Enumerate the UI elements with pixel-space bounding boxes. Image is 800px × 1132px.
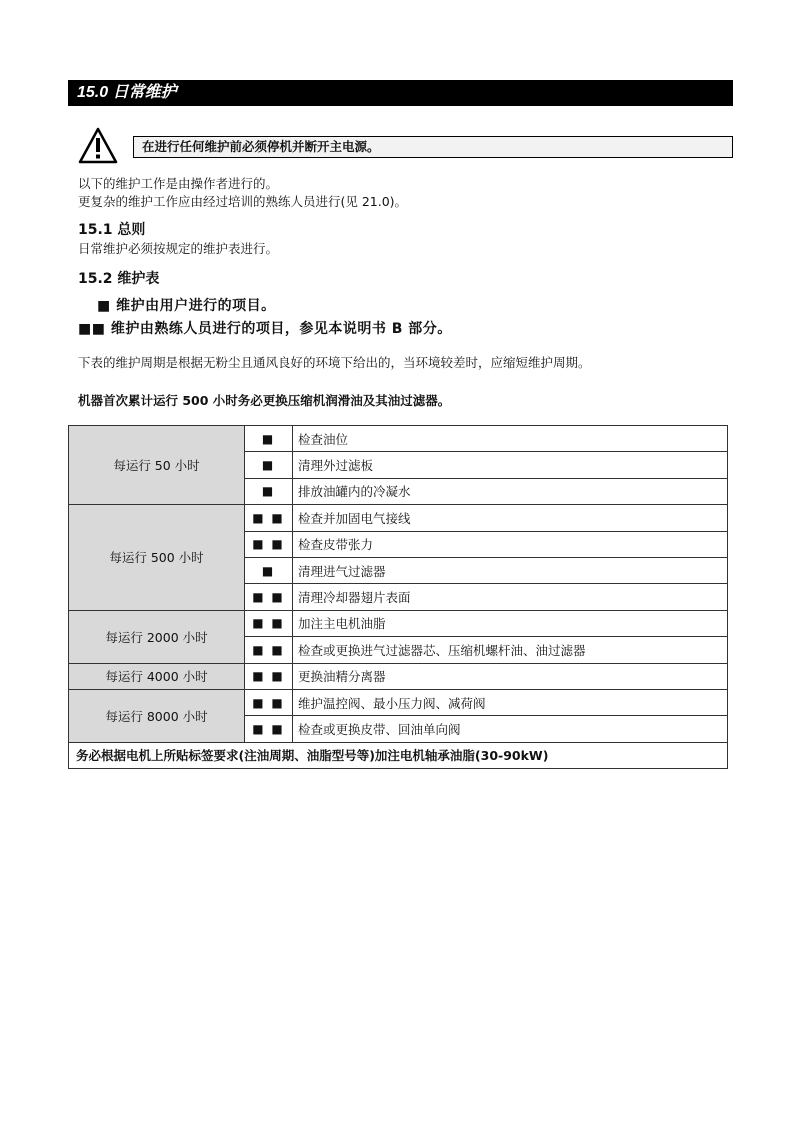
mark-cell: ■ ■ [245, 689, 293, 715]
general-heading: 15.1 总则 [78, 222, 146, 238]
table-row [69, 505, 728, 531]
table-row [69, 689, 728, 715]
general-text: 日常维护必须按规定的维护表进行。 [78, 241, 279, 256]
task-cell: 检查油位 [293, 426, 728, 452]
task-cell: 检查并加固电气接线 [293, 505, 728, 531]
mark-cell: ■ [245, 452, 293, 478]
warning-triangle-icon [78, 127, 118, 165]
mark-cell: ■ ■ [245, 531, 293, 557]
interval-cell: 每运行 8000 小时 [69, 689, 245, 742]
table-row [69, 663, 728, 689]
mark-cell: ■ [245, 478, 293, 504]
mark-cell: ■ ■ [245, 610, 293, 636]
task-cell: 加注主电机油脂 [293, 610, 728, 636]
task-cell: 清理外过滤板 [293, 452, 728, 478]
task-cell: 检查皮带张力 [293, 531, 728, 557]
legend-skilled: ■■ 维护由熟练人员进行的项目，参见本说明书 B 部分。 [78, 321, 452, 337]
task-cell: 检查或更换皮带、回油单向阀 [293, 716, 728, 742]
interval-cell: 每运行 50 小时 [69, 426, 245, 505]
schedule-note: 下表的维护周期是根据无粉尘且通风良好的环境下给出的，当环境较差时，应缩短维护周期。 [78, 355, 591, 370]
table-row [69, 610, 728, 636]
table-footer-note: 务必根据电机上所贴标签要求(注油周期、油脂型号等)加注电机轴承油脂(30-90kW) [69, 742, 728, 768]
legend-user: ■ 维护由用户进行的项目。 [97, 298, 276, 314]
mark-cell: ■ ■ [245, 663, 293, 689]
task-cell: 清理冷却器翅片表面 [293, 584, 728, 610]
mark-cell: ■ ■ [245, 584, 293, 610]
mark-cell: ■ [245, 557, 293, 583]
intro-line-2: 更复杂的维护工作应由经过培训的熟练人员进行(见 21.0)。 [78, 194, 408, 209]
intro-line-1: 以下的维护工作是由操作者进行的。 [78, 176, 279, 191]
table-row [69, 426, 728, 452]
mark-cell: ■ ■ [245, 637, 293, 663]
mark-cell: ■ ■ [245, 505, 293, 531]
section-title: 15.0 日常维护 [68, 80, 733, 106]
table-footer-row [69, 742, 728, 768]
mark-cell: ■ ■ [245, 716, 293, 742]
schedule-heading: 15.2 维护表 [78, 271, 160, 287]
interval-cell: 每运行 500 小时 [69, 505, 245, 611]
interval-cell: 每运行 4000 小时 [69, 663, 245, 689]
task-cell: 更换油精分离器 [293, 663, 728, 689]
task-cell: 清理进气过滤器 [293, 557, 728, 583]
maintenance-table [68, 425, 728, 769]
mark-cell: ■ [245, 426, 293, 452]
first-run-note: 机器首次累计运行 500 小时务必更换压缩机润滑油及其油过滤器。 [78, 393, 451, 408]
task-cell: 排放油罐内的冷凝水 [293, 478, 728, 504]
interval-cell: 每运行 2000 小时 [69, 610, 245, 663]
task-cell: 检查或更换进气过滤器芯、压缩机螺杆油、油过滤器 [293, 637, 728, 663]
warning-message: 在进行任何维护前必须停机并断开主电源。 [133, 136, 733, 158]
task-cell: 维护温控阀、最小压力阀、减荷阀 [293, 689, 728, 715]
